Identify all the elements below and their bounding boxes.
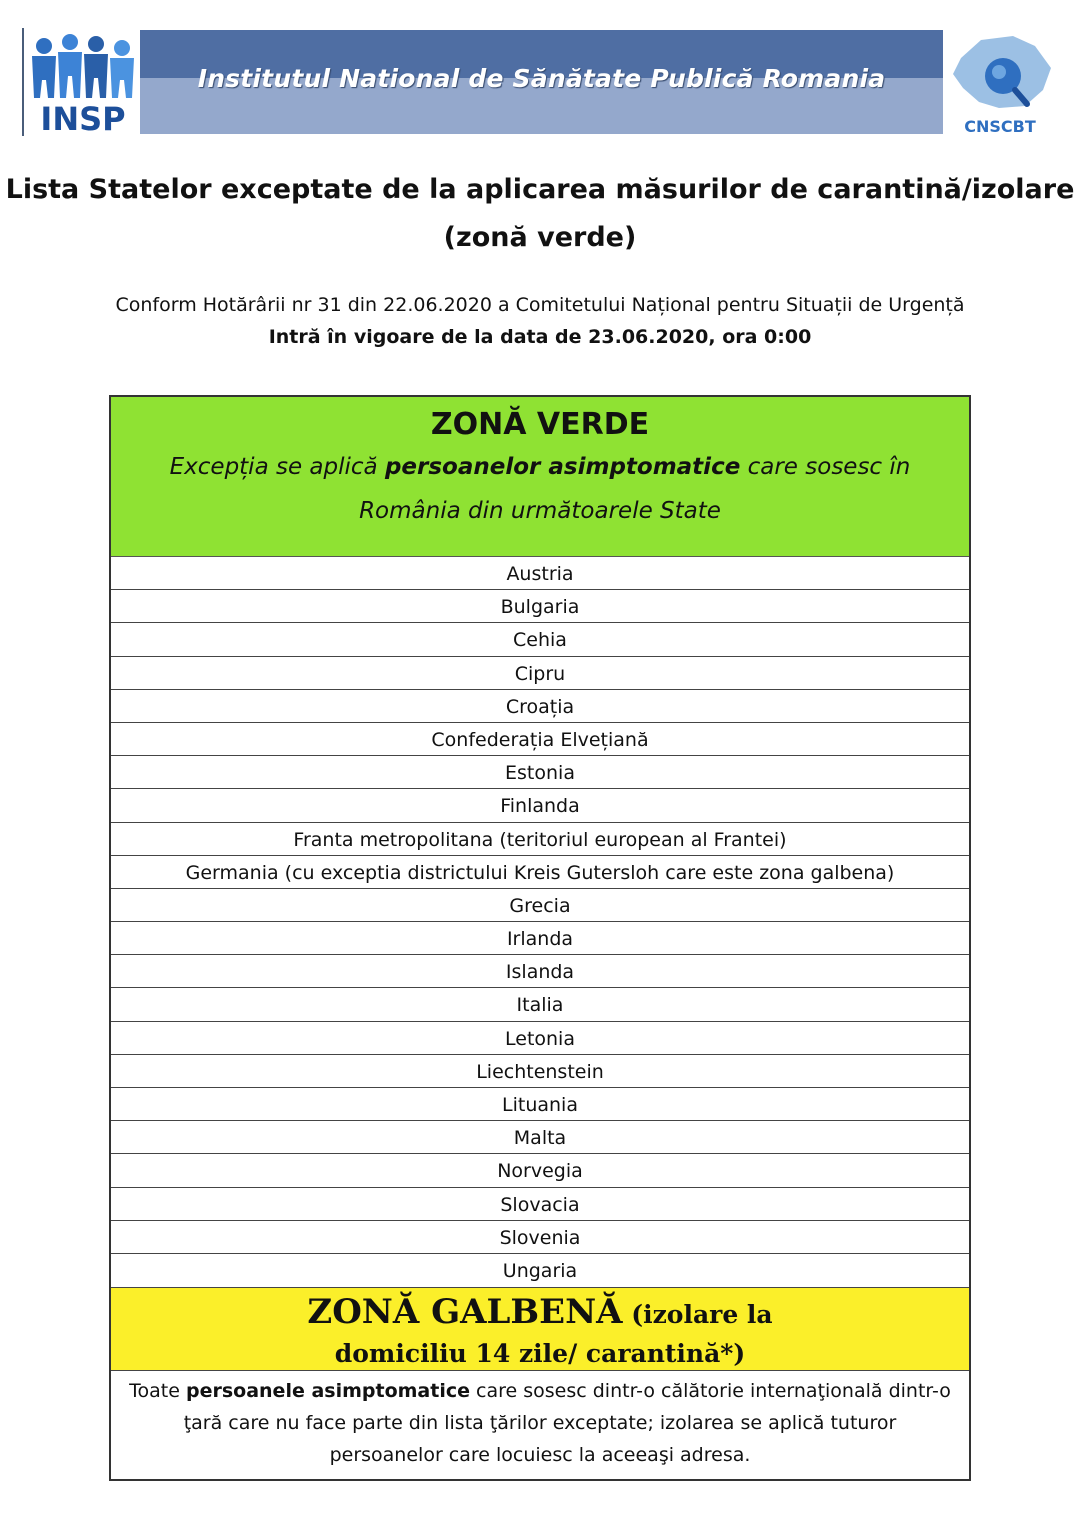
green-zone-desc-part1: Excepția se aplică (169, 454, 385, 480)
country-row: Lituania (111, 1088, 969, 1121)
insp-logo-text: INSP (40, 100, 126, 136)
country-row: Estonia (111, 756, 969, 789)
country-row: Bulgaria (111, 590, 969, 623)
zones-table (109, 395, 971, 1481)
yellow-note-bold: persoanele asimptomatice (185, 1380, 470, 1403)
country-row: Cipru (111, 657, 969, 690)
green-zone-desc-part2: care sosesc în România din următoarele State (359, 454, 911, 524)
yellow-zone-title-suffix: (izolare la (622, 1300, 773, 1330)
document-title: Lista Statelor exceptate de la aplicarea măsurilor de carantină/izolare (5, 174, 1075, 205)
country-row: Cehia (111, 623, 969, 656)
country-row: Norvegia (111, 1154, 969, 1187)
cnscbt-logo (943, 28, 1058, 138)
yellow-zone-title-line2: domiciliu 14 zile/ carantină*) (334, 1339, 746, 1369)
header (22, 28, 1058, 138)
yellow-zone-note (111, 1371, 969, 1481)
country-row: Finlanda (111, 789, 969, 822)
country-row: Malta (111, 1121, 969, 1154)
yellow-note-part1: Toate (129, 1380, 186, 1403)
country-row: Liechtenstein (111, 1055, 969, 1088)
yellow-zone-title-line1 (111, 1288, 969, 1337)
country-row: Slovacia (111, 1188, 969, 1221)
country-row: Irlanda (111, 922, 969, 955)
green-zone-desc-bold: persoanelor asimptomatice (384, 454, 741, 480)
country-row: Islanda (111, 955, 969, 988)
country-row: Croația (111, 690, 969, 723)
cnscbt-logo-text: CNSCBT (964, 117, 1036, 136)
document-title-zone: (zonă verde) (443, 222, 637, 253)
legal-basis: Conform Hotărârii nr 31 din 22.06.2020 a Comitetului Național pentru Situații de Urgență (115, 294, 965, 316)
insp-logo (22, 28, 142, 136)
country-row: Confederația Elvețiană (111, 723, 969, 756)
institute-banner (140, 30, 943, 134)
country-row: Grecia (111, 889, 969, 922)
country-row: Germania (cu exceptia districtului Kreis Gutersloh care este zona galbena) (111, 856, 969, 889)
green-zone-description (111, 445, 969, 533)
country-row: Italia (111, 988, 969, 1021)
country-row: Slovenia (111, 1221, 969, 1254)
yellow-zone-header (111, 1287, 969, 1371)
green-zone-header (111, 397, 969, 557)
yellow-zone-title: ZONĂ GALBENĂ (307, 1292, 623, 1333)
green-zone-title: ZONĂ VERDE (430, 407, 650, 442)
country-row: Letonia (111, 1022, 969, 1055)
country-row: Ungaria (502, 1259, 578, 1282)
banner-title: Institutul National de Sănătate Publică Romania (197, 64, 886, 93)
effective-date: Intră în vigoare de la data de 23.06.2020, ora 0:00 (268, 326, 812, 348)
yellow-note-part2: care sosesc dintr-o călătorie internaţională dintr-o ţară care nu face parte din lista ţărilor exceptate; izolarea se aplică tuturor persoanelor care locuiesc la aceeaşi adresa. (183, 1380, 951, 1467)
country-row: Franta metropolitana (teritoriul european al Frantei) (111, 823, 969, 856)
country-row: Austria (111, 557, 969, 590)
